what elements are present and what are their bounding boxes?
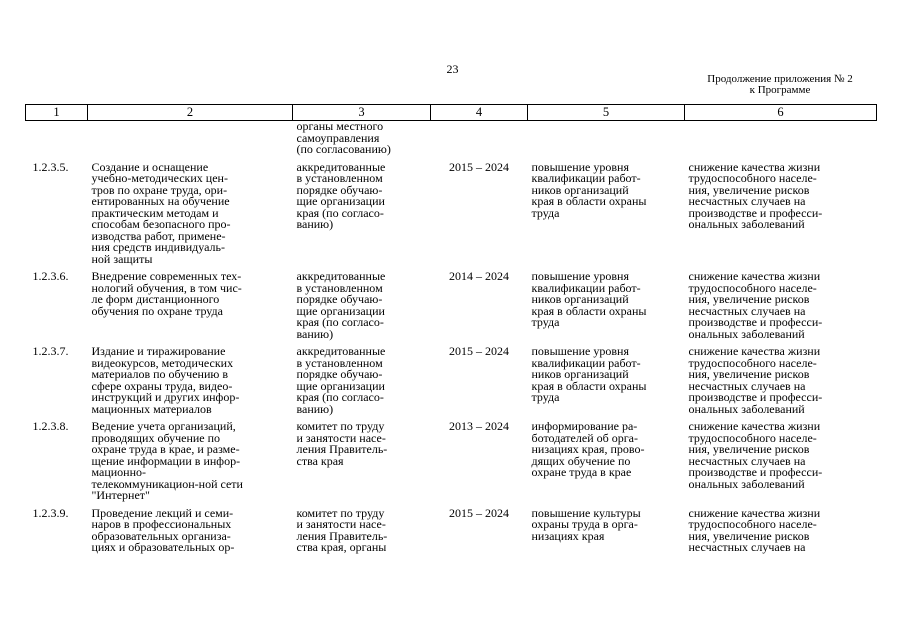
row-number-cell: 1.2.3.7.: [32, 344, 69, 358]
row-number-cell: 1.2.3.9.: [32, 505, 69, 520]
continuation-row: [26, 121, 877, 156]
text-line: "Интернет": [91, 488, 150, 502]
text-line: края (по согласо-: [296, 205, 384, 220]
text-line: снижение качества жизни: [688, 159, 821, 174]
text-line: производстве и професси-: [688, 205, 823, 220]
text-line: аккредитованные: [296, 344, 386, 358]
text-line: в установленном: [296, 171, 383, 185]
executor-cell: [293, 415, 431, 502]
text-line: ния, увеличение рисков: [688, 182, 810, 197]
text-line: ния, увеличение рисков: [688, 442, 810, 456]
text-line: ления Правитель-: [296, 442, 388, 456]
text-line: трудоспособного населе-: [688, 280, 817, 295]
measure-name-cell: [88, 156, 293, 266]
measure-name-cell: [88, 265, 293, 340]
text-line: ления Правитель-: [296, 528, 388, 543]
text-line: ства края, органы: [296, 540, 387, 554]
text-line: труда: [531, 390, 560, 404]
text-line: щие организации: [296, 378, 385, 393]
text-line: ной защиты: [91, 251, 153, 266]
text-line: снижение качества жизни: [688, 344, 821, 358]
consequence-cell: [685, 502, 877, 554]
text-line: телекоммуникацион-ной сети: [91, 476, 243, 491]
text-line: мационных материалов: [91, 401, 212, 416]
text-line: (по согласованию): [296, 142, 391, 156]
text-line: повышение культуры: [531, 505, 641, 520]
text-line: обучения по охране труда: [91, 303, 223, 318]
text-line: повышение уровня: [531, 269, 629, 283]
continuation-consequence: [685, 121, 877, 156]
annex-reference: [690, 74, 870, 96]
text-line: Ведение учета организаций,: [91, 419, 236, 433]
text-line: квалификации работ-: [531, 280, 641, 295]
header-cell-3: 3: [293, 105, 431, 121]
text-line: наров в профессиональных: [91, 517, 232, 531]
text-line: ональных заболеваний: [688, 326, 805, 341]
text-line: циях и образовательных ор-: [91, 540, 235, 554]
text-line: несчастных случаев на: [688, 453, 806, 468]
text-line: комитет по труду: [296, 419, 385, 433]
continuation-result: [528, 121, 685, 156]
years-cell: 2015 – 2024: [449, 344, 509, 358]
text-line: сфере охраны труда, видео-: [91, 378, 233, 393]
annex-line-1: Продолжение приложения № 2: [707, 73, 853, 85]
text-line: аккредитованные: [296, 159, 386, 174]
text-line: порядке обучаю-: [296, 292, 383, 306]
result-cell: [528, 156, 685, 266]
text-line: ния, увеличение рисков: [688, 367, 810, 381]
text-line: ональных заболеваний: [688, 401, 805, 416]
program-table: [25, 104, 877, 554]
text-line: производстве и професси-: [688, 390, 823, 404]
text-line: трудоспособного населе-: [688, 171, 817, 185]
measure-name-cell: [88, 415, 293, 502]
text-line: ния, увеличение рисков: [688, 528, 810, 543]
continuation-name: [88, 121, 293, 156]
header-cell-2: 2: [88, 105, 293, 121]
measure-name-cell: [88, 340, 293, 415]
text-line: ния, увеличение рисков: [688, 292, 810, 306]
text-line: в установленном: [296, 355, 383, 370]
text-line: квалификации работ-: [531, 171, 641, 185]
text-line: снижение качества жизни: [688, 505, 821, 520]
text-line: Проведение лекций и семи-: [91, 505, 234, 520]
continuation-executor: [293, 121, 431, 156]
result-cell: [528, 265, 685, 340]
text-line: ванию): [296, 326, 334, 341]
text-line: трудоспособного населе-: [688, 430, 817, 445]
text-line: охране труда в крае: [531, 465, 632, 479]
table-row: [26, 502, 877, 554]
years-cell: 2013 – 2024: [449, 419, 509, 433]
years-cell: 2015 – 2024: [449, 505, 509, 520]
text-line: ния средств индивидуаль-: [91, 240, 225, 254]
text-line: производстве и професси-: [688, 315, 823, 329]
text-line: и занятости насе-: [296, 517, 386, 531]
text-line: снижение качества жизни: [688, 269, 821, 283]
executor-cell: [293, 156, 431, 266]
text-line: труда: [531, 315, 560, 329]
consequence-cell: [685, 265, 877, 340]
text-line: несчастных случаев на: [688, 378, 806, 393]
continuation-years: [431, 121, 528, 156]
consequence-cell: [685, 340, 877, 415]
text-line: практическим методам и: [91, 205, 219, 220]
row-number-cell: 1.2.3.6.: [32, 269, 69, 283]
header-cell-4: 4: [431, 105, 528, 121]
text-line: способам безопасного про-: [91, 217, 231, 231]
text-line: Создание и оснащение: [91, 159, 209, 174]
continuation-num: [26, 121, 88, 156]
text-line: края (по согласо-: [296, 390, 384, 404]
text-line: и занятости насе-: [296, 430, 386, 445]
text-line: ников организаций: [531, 292, 629, 306]
text-line: проводящих обучение по: [91, 430, 221, 445]
text-line: края в области охраны: [531, 378, 647, 393]
text-line: повышение уровня: [531, 344, 629, 358]
text-line: инструкций и других инфор-: [91, 390, 240, 404]
text-line: Внедрение современных тех-: [91, 269, 242, 283]
text-line: учебно-методических цен-: [91, 171, 228, 185]
header-cell-1: 1: [26, 105, 88, 121]
text-line: ентированных на обучение: [91, 194, 230, 208]
text-line: квалификации работ-: [531, 355, 641, 370]
result-cell: [528, 415, 685, 502]
text-line: образовательных организа-: [91, 528, 231, 543]
table-row: [26, 156, 877, 266]
text-line: материалов по обучению в: [91, 367, 229, 381]
text-line: снижение качества жизни: [688, 419, 821, 433]
text-line: щие организации: [296, 303, 385, 318]
text-line: края в области охраны: [531, 303, 647, 318]
row-number-cell: 1.2.3.5.: [32, 159, 69, 174]
executor-cell: [293, 265, 431, 340]
text-line: ональных заболеваний: [688, 217, 805, 231]
text-line: края (по согласо-: [296, 315, 384, 329]
text-line: несчастных случаев на: [688, 194, 806, 208]
consequence-cell: [685, 156, 877, 266]
text-line: ванию): [296, 401, 334, 416]
text-line: изводства работ, примене-: [91, 228, 226, 243]
text-line: щение информации в инфор-: [91, 453, 241, 468]
text-line: Издание и тиражирование: [91, 344, 226, 358]
years-cell: 2015 – 2024: [449, 159, 509, 174]
result-cell: [528, 502, 685, 554]
header-row: [26, 105, 877, 121]
text-line: несчастных случаев на: [688, 540, 806, 554]
text-line: ников организаций: [531, 182, 629, 197]
executor-cell: [293, 340, 431, 415]
text-line: края в области охраны: [531, 194, 647, 208]
table-row: [26, 265, 877, 340]
text-line: информирование ра-: [531, 419, 638, 433]
text-line: комитет по труду: [296, 505, 385, 520]
page-number: 23: [446, 62, 459, 76]
row-number-cell: 1.2.3.8.: [32, 419, 69, 433]
header-cell-5: 5: [528, 105, 685, 121]
text-line: охране труда в крае, и разме-: [91, 442, 240, 456]
text-line: самоуправления: [296, 130, 380, 145]
table-row: [26, 415, 877, 502]
result-cell: [528, 340, 685, 415]
text-line: мационно-: [91, 465, 147, 479]
text-line: ботодателей об орга-: [531, 430, 638, 445]
text-line: органы местного: [296, 119, 384, 133]
text-line: низациях края, прово-: [531, 442, 645, 456]
text-line: ванию): [296, 217, 334, 231]
header-cell-6: 6: [685, 105, 877, 121]
text-line: низациях края: [531, 528, 605, 543]
text-line: трудоспособного населе-: [688, 517, 817, 531]
measure-name-cell: [88, 502, 293, 554]
text-line: трудоспособного населе-: [688, 355, 817, 370]
text-line: видеокурсов, методических: [91, 355, 234, 370]
years-cell: 2014 – 2024: [449, 269, 509, 283]
consequence-cell: [685, 415, 877, 502]
text-line: ональных заболеваний: [688, 476, 805, 491]
text-line: в установленном: [296, 280, 383, 295]
text-line: дящих обучение по: [531, 453, 631, 468]
executor-cell: [293, 502, 431, 554]
text-line: нологий обучения, в том чис-: [91, 280, 242, 295]
text-line: аккредитованные: [296, 269, 386, 283]
text-line: щие организации: [296, 194, 385, 208]
text-line: труда: [531, 205, 560, 220]
text-line: повышение уровня: [531, 159, 629, 174]
text-line: тров по охране труда, ори-: [91, 182, 228, 197]
text-line: порядке обучаю-: [296, 367, 383, 381]
text-line: охраны труда в орга-: [531, 517, 638, 531]
table-row: [26, 340, 877, 415]
text-line: ства края: [296, 453, 344, 468]
annex-line-2: к Программе: [749, 84, 811, 96]
text-line: ников организаций: [531, 367, 629, 381]
text-line: ле форм дистанционного: [91, 292, 220, 306]
text-line: производстве и професси-: [688, 465, 823, 479]
text-line: несчастных случаев на: [688, 303, 806, 318]
text-line: порядке обучаю-: [296, 182, 383, 197]
